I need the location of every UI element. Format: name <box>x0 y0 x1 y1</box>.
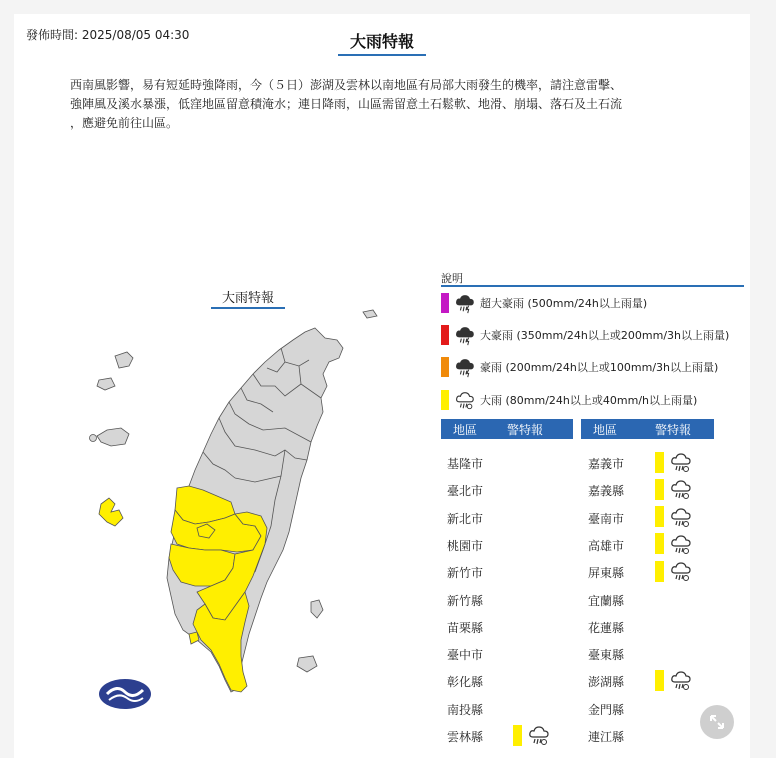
heavy-rain-thunder-icon <box>454 324 476 346</box>
issued-time: 發佈時間: 2025/08/05 04:30 <box>26 28 190 42</box>
legend-item <box>441 389 697 411</box>
island-penghu <box>99 498 123 526</box>
legend-item <box>441 356 718 378</box>
island-matsu <box>115 352 133 368</box>
warning-color-bar <box>655 533 664 554</box>
expand-icon <box>708 713 726 731</box>
header-region: 地區 <box>593 422 618 437</box>
legend-title: 說明 <box>441 272 463 285</box>
legend-label: 大雨 (80mm/24h以上或40mm/h以上雨量) <box>480 394 698 407</box>
rain-cloud-icon <box>669 477 693 501</box>
heavy-rain-warning <box>655 477 693 501</box>
region-name: 雲林縣 <box>447 730 484 744</box>
warning-color-bar <box>655 561 664 582</box>
taiwan-map <box>85 300 385 720</box>
warning-color-bar <box>655 506 664 527</box>
header-warning: 警特報 <box>507 422 544 437</box>
legend-divider <box>441 285 744 287</box>
header-region: 地區 <box>453 422 478 437</box>
warning-color-bar <box>655 479 664 500</box>
region-name: 基隆市 <box>447 457 484 471</box>
legend-label: 大豪雨 (350mm/24h以上或200mm/3h以上雨量) <box>480 329 730 342</box>
cwa-logo-icon <box>99 679 151 709</box>
heavy-rain-warning <box>655 505 693 529</box>
warning-color-bar <box>513 725 522 746</box>
region-name: 宜蘭縣 <box>588 593 625 608</box>
region-name: 南投縣 <box>447 702 484 717</box>
heavy-rain-warning <box>655 559 693 583</box>
region-name: 新竹市 <box>447 566 484 581</box>
region-name: 屏東縣 <box>588 566 625 581</box>
legend-swatch <box>441 325 449 345</box>
region-name: 新竹縣 <box>447 593 484 608</box>
heavy-rain-warning <box>655 450 693 474</box>
legend-icon-wrap <box>454 324 476 346</box>
island-kinmen <box>97 428 129 446</box>
heavy-rain-thunder-icon <box>454 356 476 378</box>
rain-cloud-icon <box>527 723 551 747</box>
rain-cloud-icon <box>669 450 693 474</box>
expand-button[interactable] <box>700 705 734 739</box>
table-header-right <box>581 419 714 439</box>
rain-cloud-icon <box>454 389 476 411</box>
legend-label: 豪雨 (200mm/24h以上或100mm/3h以上雨量) <box>480 361 719 374</box>
rain-cloud-icon <box>669 505 693 529</box>
region-name: 金門縣 <box>588 702 625 717</box>
region-name: 嘉義市 <box>588 457 625 471</box>
legend-icon-wrap <box>454 356 476 378</box>
region-name: 臺南市 <box>588 511 625 526</box>
region-name: 連江縣 <box>588 730 625 744</box>
region-name: 澎湖縣 <box>588 675 625 690</box>
description <box>70 76 700 133</box>
region-name: 彰化縣 <box>447 675 484 690</box>
description-line: ，應避免前往山區。 <box>70 116 179 130</box>
region-name: 新北市 <box>447 511 484 526</box>
rain-cloud-icon <box>669 532 693 556</box>
rain-cloud-icon <box>669 668 693 692</box>
region-name: 臺中市 <box>447 648 484 663</box>
heavy-rain-warning <box>655 668 693 692</box>
region-name: 高雄市 <box>588 538 625 553</box>
legend-item <box>441 324 729 346</box>
description-line: 強陣風及溪水暴漲，低窪地區留意積淹水；連日降雨，山區需留意土石鬆軟、地滑、崩塌、落石及土石流 <box>70 97 623 111</box>
header-warning: 警特報 <box>655 422 692 437</box>
description-line: 西南風影響，易有短延時強降雨，今（５日）澎湖及雲林以南地區有局部大雨發生的機率，請注意雷擊、 <box>70 78 623 92</box>
region-name: 臺北市 <box>447 484 484 499</box>
island-small <box>97 378 115 390</box>
heavy-rain-thunder-icon <box>454 292 476 314</box>
rain-cloud-icon <box>669 559 693 583</box>
heavy-rain-warning <box>655 532 693 556</box>
legend-swatch <box>441 390 449 410</box>
warning-color-bar <box>655 670 664 691</box>
map-title: 大雨特報 <box>211 287 285 309</box>
legend-icon-wrap <box>454 389 476 411</box>
warning-color-bar <box>655 452 664 473</box>
region-name: 桃園市 <box>447 538 484 553</box>
region-name: 花蓮縣 <box>588 620 625 635</box>
page-title: 大雨特報 <box>338 29 426 56</box>
heavy-rain-warning <box>513 723 551 747</box>
legend-swatch <box>441 357 449 377</box>
table-header-left <box>441 419 573 439</box>
legend-swatch <box>441 293 449 313</box>
region-name: 臺東縣 <box>588 648 625 663</box>
legend-item <box>441 292 647 314</box>
legend-icon-wrap <box>454 292 476 314</box>
region-name: 苗栗縣 <box>447 620 484 635</box>
legend-label: 超大豪雨 (500mm/24h以上雨量) <box>480 297 648 310</box>
region-name: 嘉義縣 <box>588 484 625 499</box>
